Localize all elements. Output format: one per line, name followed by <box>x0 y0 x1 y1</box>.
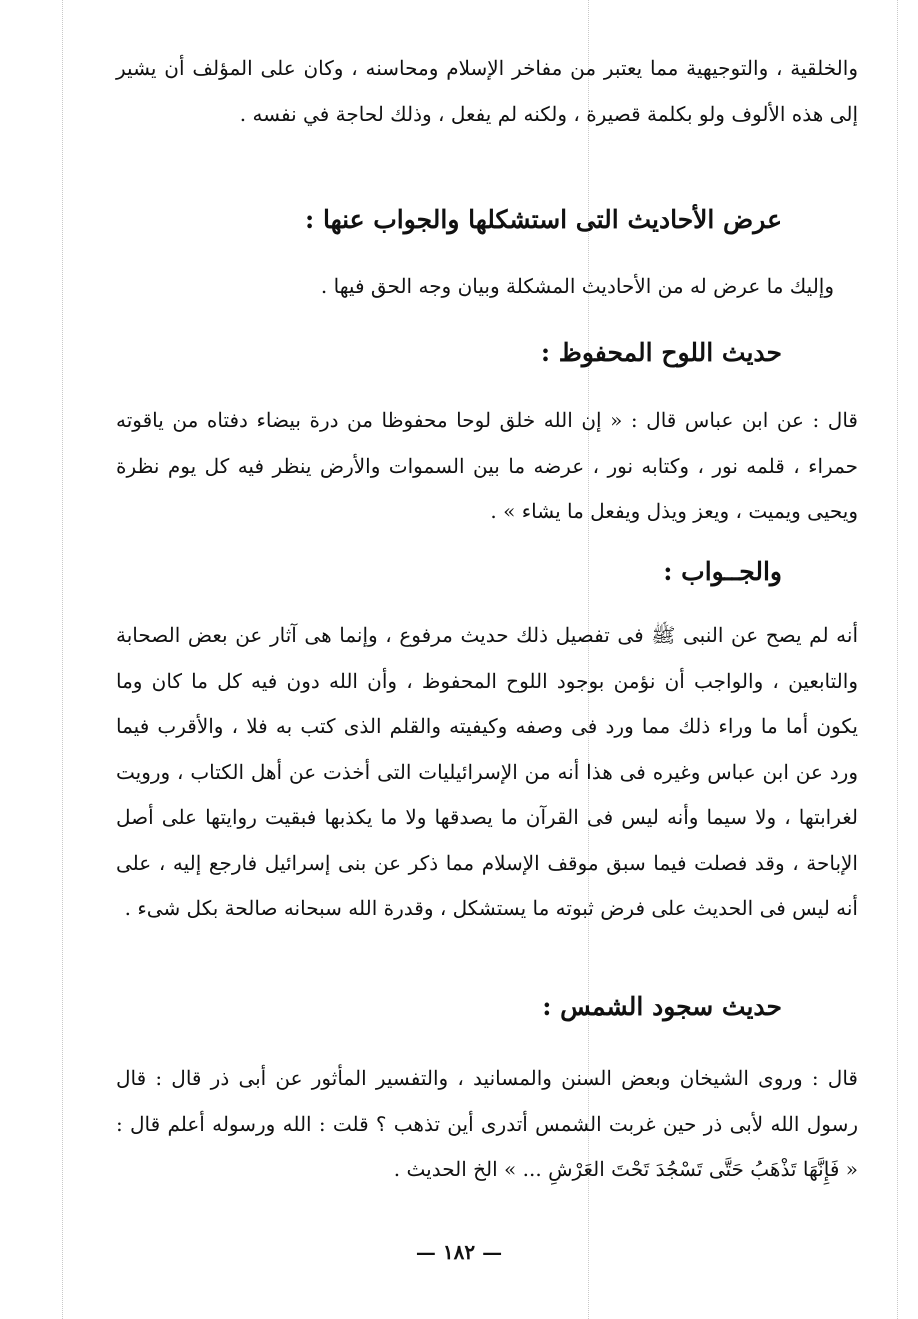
scan-guide-right <box>897 0 898 1319</box>
section-heading-answer: والجــواب : <box>663 557 782 586</box>
section-intro-line: وإليك ما عرض له من الأحاديث المشكلة وبيان وجه الحق فيها . <box>320 274 834 298</box>
scan-guide-left <box>62 0 63 1319</box>
paragraph-intro-text: والخلقية ، والتوجيهية مما يعتبر من مفاخر الإسلام ومحاسنه ، وكان على المؤلف أن يشير إلى هذه الألوف ولو بكلمة قصيرة ، ولكنه لم يفعل ، وذلك لحاجة في نفسه . <box>116 56 858 126</box>
paragraph-answer: أنه لم يصح عن النبى ﷺ فى تفصيل ذلك حديث مرفوع ، وإنما هى آثار عن بعض الصحابة والتابعين ، والواجب أن نؤمن بوجود اللوح المحفوظ ، وأن الله دون فيه كل ما كان وما يكون أما ما وراء ذلك مما ورد فى وصفه وكيفيته والقلم الذى كتب به فلا ، والأقرب فيما ورد عن ابن عباس وغيره فى هذا أنه من الإسرائيليات التى أخذت عن أهل الكتاب ، ورويت لغرابتها ، ولا سيما وأنه ليس فى القرآن ما يصدقها ولا ما يكذبها فبقيت روايتها على أصل الإباحة ، وقد فصلت فيما سبق موقف الإسلام مما ذكر عن بنى إسرائيل فارجع إليه ، على أنه ليس فى الحديث على فرض ثبوته ما يستشكل ، وقدرة الله سبحانه صالحة بكل شىء . <box>116 623 858 920</box>
page-number: — ١٨٢ — <box>415 1240 503 1264</box>
paragraph-sun-prostration-hadith: قال : وروى الشيخان وبعض السنن والمسانيد ، والتفسير المأثور عن أبى ذر قال : قال رسول الله لأبى ذر حين غربت الشمس أتدرى أين تذهب ؟ قلت : الله ورسوله أعلم قال : « فَإِنَّهَا تَذْهَبُ حَتَّى تَسْجُدَ تَحْتَ العَرْشِ ... » الخ الحديث . <box>116 1066 858 1181</box>
paragraph-preserved-tablet-hadith: قال : عن ابن عباس قال : « إن الله خلق لوحا محفوظا من درة بيضاء دفتاه من ياقوته حمراء ، قلمه نور ، وكتابه نور ، عرضه ما بين السموات والأرض ينظر فيه كل يوم نظرة ويحيى ويميت ، ويعز ويذل ويفعل ما يشاء » . <box>116 408 858 523</box>
section-heading-problematic-hadiths: عرض الأحاديث التى استشكلها والجواب عنها : <box>305 205 782 234</box>
section-heading-sun-prostration: حديث سجود الشمس : <box>542 992 782 1021</box>
section-heading-preserved-tablet: حديث اللوح المحفوظ : <box>540 338 782 367</box>
